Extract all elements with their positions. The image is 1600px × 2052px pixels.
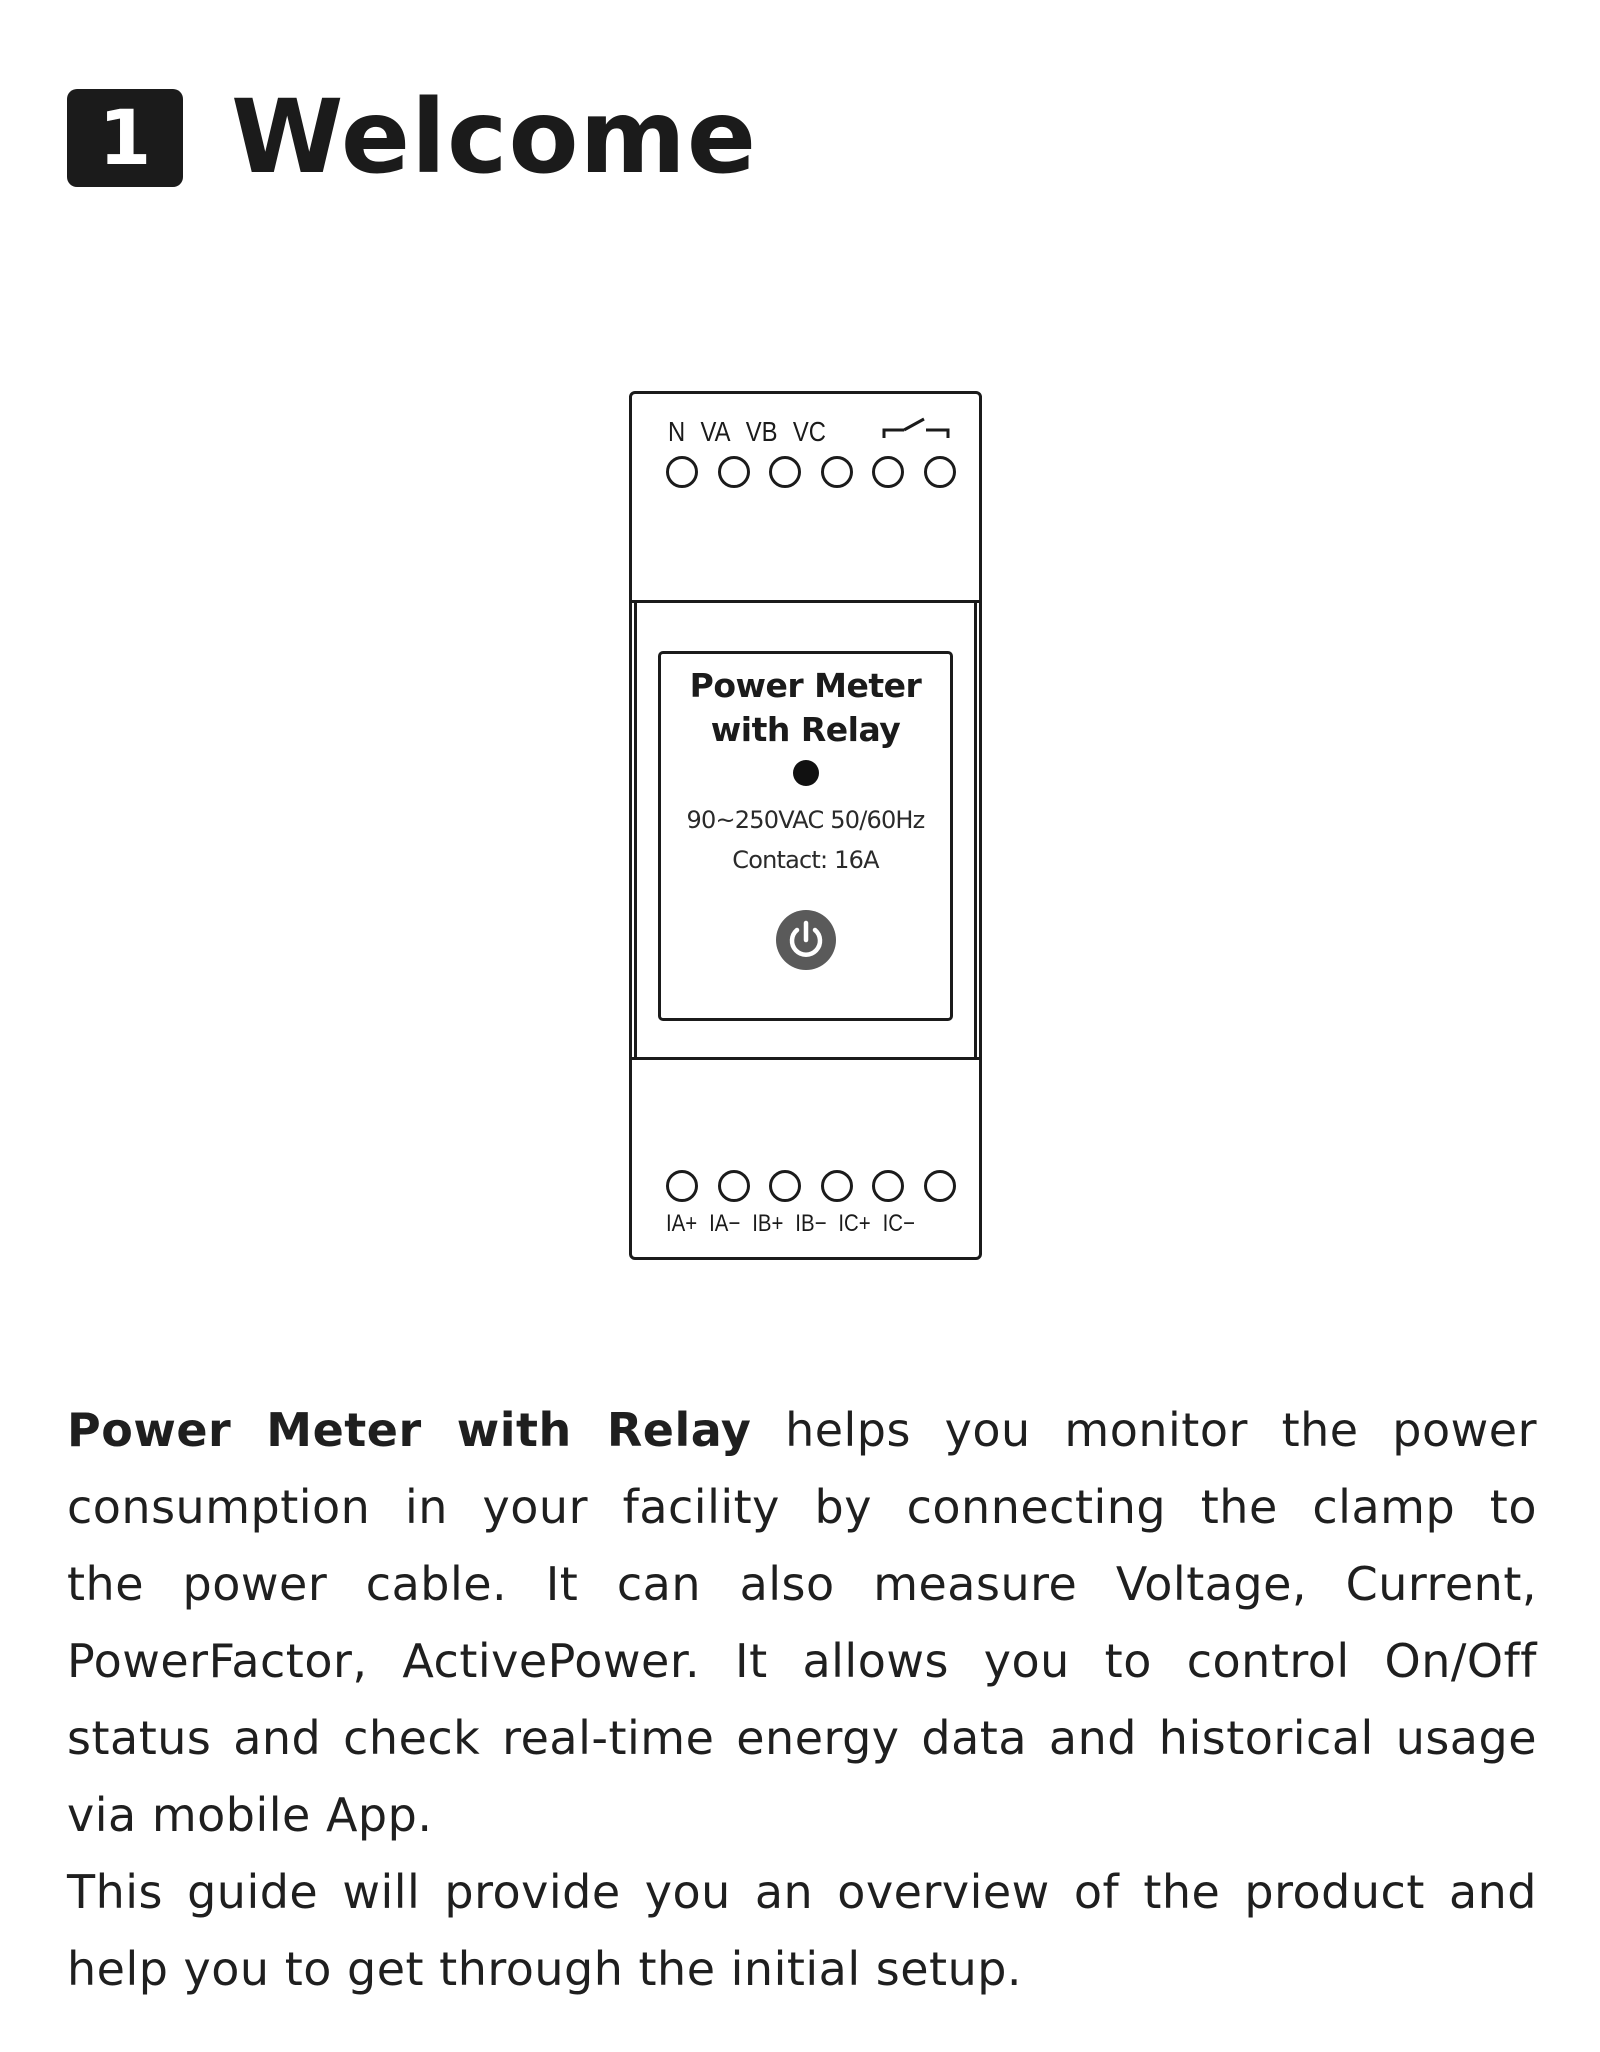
description-line: This guide will provide you an overview of the product and xyxy=(67,1865,1537,1919)
terminal-screw xyxy=(666,1170,698,1202)
description-line: Power Meter with Relay helps you monitor the power xyxy=(67,1403,1537,1457)
bottom-terminal-labels xyxy=(666,1210,921,1238)
device-front-section xyxy=(632,600,979,1060)
description-line: PowerFactor, ActivePower. It allows you to control On/Off xyxy=(67,1634,1537,1688)
terminal-label-va: VA xyxy=(700,416,731,447)
terminal-screw xyxy=(769,456,801,488)
terminal-screw xyxy=(821,456,853,488)
terminal-screw xyxy=(924,456,956,488)
device-panel-title: Power Meter with Relay xyxy=(689,666,922,749)
device-front-panel xyxy=(658,651,953,1021)
terminal-screw xyxy=(872,1170,904,1202)
terminal-label-vc: VC xyxy=(792,416,826,447)
relay-switch-icon xyxy=(882,416,952,446)
terminal-label-ib-minus: IB− xyxy=(795,1210,827,1237)
power-meter-device-illustration xyxy=(629,391,982,1260)
terminal-label-ib-plus: IB+ xyxy=(752,1210,784,1237)
terminal-screw xyxy=(872,456,904,488)
power-button-icon xyxy=(776,910,836,970)
terminal-screw xyxy=(924,1170,956,1202)
description-line: status and check real-time energy data and historical usage xyxy=(67,1711,1537,1765)
device-top-terminal-block xyxy=(632,394,979,600)
terminal-screw xyxy=(821,1170,853,1202)
top-terminal-labels xyxy=(668,416,915,448)
top-terminal-row xyxy=(666,456,956,488)
description-line: the power cable. It can also measure Voltage, Current, xyxy=(67,1557,1537,1611)
product-name: Power Meter with Relay xyxy=(67,1403,752,1457)
terminal-screw xyxy=(718,1170,750,1202)
terminal-label-n: N xyxy=(668,416,686,447)
terminal-label-ia-plus: IA+ xyxy=(666,1210,698,1237)
product-description xyxy=(67,1392,1537,2008)
terminal-screw xyxy=(769,1170,801,1202)
terminal-screw xyxy=(666,456,698,488)
step-number-badge: 1 xyxy=(67,89,183,187)
description-line: help you to get through the initial setup. xyxy=(67,1942,1023,1996)
terminal-label-ic-minus: IC− xyxy=(882,1210,915,1237)
status-led-icon xyxy=(793,760,819,786)
section-header xyxy=(67,78,758,197)
bottom-terminal-row xyxy=(666,1170,956,1202)
page-title: Welcome xyxy=(231,78,758,197)
terminal-label-ia-minus: IA− xyxy=(709,1210,741,1237)
spec-voltage: 90~250VAC 50/60Hz xyxy=(686,806,925,834)
description-line: consumption in your facility by connecting the clamp to xyxy=(67,1480,1537,1534)
device-bottom-terminal-block xyxy=(632,1060,979,1260)
terminal-label-vb: VB xyxy=(745,416,778,447)
description-line: via mobile App. xyxy=(67,1788,433,1842)
terminal-label-ic-plus: IC+ xyxy=(838,1210,871,1237)
terminal-screw xyxy=(718,456,750,488)
spec-contact: Contact: 16A xyxy=(732,846,879,874)
